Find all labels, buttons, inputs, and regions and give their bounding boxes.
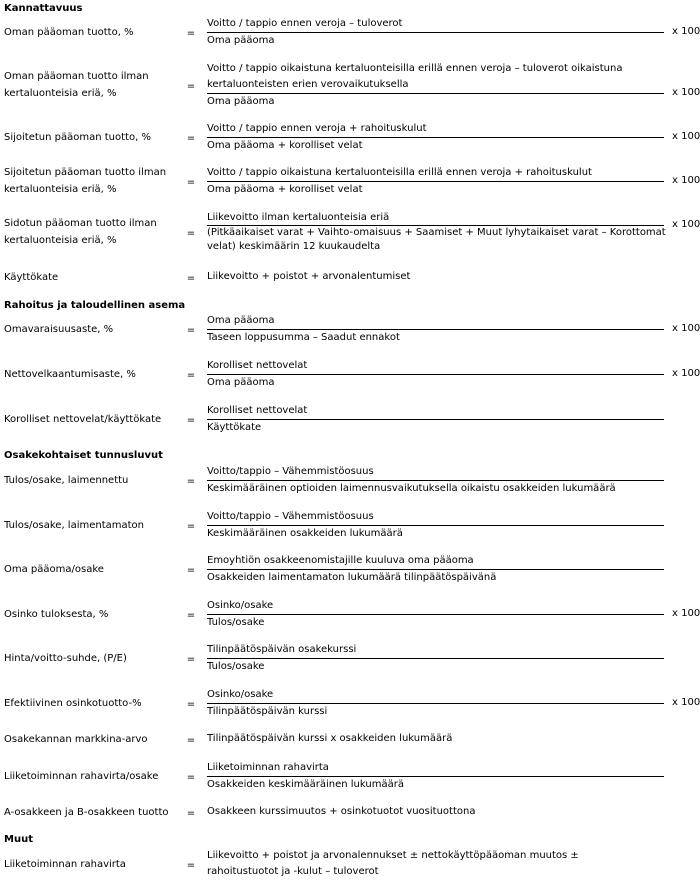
multiplier-text: x 100 [672, 175, 700, 186]
metric-label: Oman pääoman tuotto ilman kertaluonteisia eriä, % [4, 71, 149, 99]
formula-denominator: Tulos/osake [207, 617, 265, 628]
fraction-line [207, 181, 664, 182]
equals-sign: = [186, 772, 196, 783]
formula-numerator: Voitto / tappio ennen veroja – tuloverot [207, 18, 403, 29]
equals-sign: = [186, 415, 196, 426]
formula-numerator: Voitto / tappio oikaistuna kertaluonteisilla erillä ennen veroja – tuloverot oikaistuna kertaluonteisten erien verovaikutuksella [207, 63, 623, 90]
section-title: Kannattavuus [4, 3, 83, 14]
multiplier-text: x 100 [672, 697, 700, 708]
fraction-line [207, 703, 664, 704]
equals-sign: = [186, 699, 196, 710]
multiplier-text: x 100 [672, 608, 700, 619]
formula-text: Liikevoitto + poistot + arvonalentumiset [207, 271, 411, 282]
formula-numerator: Osinko/osake [207, 689, 274, 700]
section-title: Rahoitus ja taloudellinen asema [4, 300, 186, 311]
multiplier-text: x 100 [672, 323, 700, 334]
metric-label: Tulos/osake, laimentamaton [4, 519, 145, 531]
formula-numerator: Emoyhtiön osakkeenomistajille kuuluva oma pääoma [207, 555, 474, 566]
metric-label: A-osakkeen ja B-osakkeen tuotto [4, 806, 169, 818]
equals-sign: = [186, 521, 196, 532]
metric-label: Sijoitetun pääoman tuotto ilman kertaluonteisia eriä, % [4, 167, 167, 195]
metric-label: Osinko tuloksesta, % [4, 608, 109, 620]
equals-sign: = [186, 476, 196, 487]
formula-denominator: Osakkeiden keskimääräinen lukumäärä [207, 779, 404, 790]
fraction-line [207, 374, 664, 375]
formula-denominator: Keskimääräinen osakkeiden lukumäärä [207, 528, 403, 539]
metric-label: Liiketoiminnan rahavirta [4, 858, 126, 870]
metric-label: Tulos/osake, laimennettu [4, 474, 129, 486]
section-title: Muut [4, 834, 33, 845]
formula-numerator: Osinko/osake [207, 600, 274, 611]
fraction-line [207, 93, 664, 94]
equals-sign: = [186, 177, 196, 188]
formula-numerator: Liikevoitto ilman kertaluonteisia eriä [207, 212, 390, 223]
equals-sign: = [186, 808, 196, 819]
section-title: Osakekohtaiset tunnusluvut [4, 450, 163, 461]
formula-denominator: Oma pääoma [207, 35, 275, 46]
formula-numerator: Voitto / tappio ennen veroja + rahoituskulut [207, 123, 427, 134]
formula-text: Liikevoitto + poistot ja arvonalennukset ± nettokäyttöpääoman muutos ± rahoitustuotot ja -kulut – tuloverot [207, 850, 579, 877]
fraction-line [207, 137, 664, 138]
equals-sign: = [186, 28, 196, 39]
formula-numerator: Oma pääoma [207, 315, 275, 326]
equals-sign: = [186, 133, 196, 144]
equals-sign: = [186, 325, 196, 336]
formula-denominator: Oma pääoma [207, 377, 275, 388]
formula-denominator: Oma pääoma + korolliset velat [207, 140, 363, 151]
equals-sign: = [186, 654, 196, 665]
formula-denominator: Tulos/osake [207, 661, 265, 672]
multiplier-text: x 100 [672, 219, 700, 230]
fraction-line [207, 658, 664, 659]
equals-sign: = [186, 228, 196, 239]
fraction-line [207, 225, 664, 226]
formula-denominator: Tilinpäätöspäivän kurssi [207, 706, 328, 717]
formula-numerator: Voitto/tappio – Vähemmistöosuus [207, 511, 374, 522]
formula-denominator: Oma pääoma [207, 96, 275, 107]
fraction-line [207, 480, 664, 481]
metric-label: Oman pääoman tuotto, % [4, 26, 134, 38]
multiplier-text: x 100 [672, 368, 700, 379]
fraction-line [207, 614, 664, 615]
fraction-line [207, 32, 664, 33]
equals-sign: = [186, 860, 196, 871]
formula-denominator: Oma pääoma + korolliset velat [207, 184, 363, 195]
formula-numerator: Voitto / tappio oikaistuna kertaluonteisilla erillä ennen veroja + rahoituskulut [207, 167, 592, 178]
formula-numerator: Korolliset nettovelat [207, 360, 308, 371]
metric-label: Käyttökate [4, 271, 59, 283]
fraction-line [207, 776, 664, 777]
formula-denominator: Käyttökate [207, 422, 262, 433]
equals-sign: = [186, 610, 196, 621]
metric-label: Sijoitetun pääoman tuotto, % [4, 131, 151, 143]
equals-sign: = [186, 81, 196, 92]
formula-numerator: Korolliset nettovelat [207, 405, 308, 416]
formula-numerator: Liiketoiminnan rahavirta [207, 762, 329, 773]
metric-label: Nettovelkaantumisaste, % [4, 368, 136, 380]
metric-label: Efektiivinen osinkotuotto-% [4, 697, 142, 709]
metric-label: Sidotun pääoman tuotto ilman kertaluonteisia eriä, % [4, 218, 157, 246]
metric-label: Oma pääoma/osake [4, 563, 104, 575]
metric-label: Korolliset nettovelat/käyttökate [4, 413, 162, 425]
fraction-line [207, 569, 664, 570]
metric-label: Osakekannan markkina-arvo [4, 733, 148, 745]
equals-sign: = [186, 370, 196, 381]
formula-text: Osakkeen kurssimuutos + osinkotuotot vuosituottona [207, 806, 476, 817]
fraction-line [207, 525, 664, 526]
formula-denominator: Keskimääräinen optioiden laimennusvaikutuksella oikaistu osakkeiden lukumäärä [207, 483, 616, 494]
formula-numerator: Tilinpäätöspäivän osakekurssi [207, 644, 357, 655]
fraction-line [207, 419, 664, 420]
metric-label: Hinta/voitto-suhde, (P/E) [4, 652, 127, 664]
metric-label: Omavaraisuusaste, % [4, 323, 114, 335]
equals-sign: = [186, 565, 196, 576]
formula-text: Tilinpäätöspäivän kurssi x osakkeiden lukumäärä [207, 733, 453, 744]
multiplier-text: x 100 [672, 87, 700, 98]
equals-sign: = [186, 735, 196, 746]
metric-label: Liiketoiminnan rahavirta/osake [4, 770, 159, 782]
formula-denominator: (Pitkäaikaiset varat + Vaihto-omaisuus + Saamiset + Muut lyhytaikaiset varat – Korottomat velat) keskimäärin 12 kuukaudelta [207, 227, 666, 252]
formula-denominator: Taseen loppusumma – Saadut ennakot [207, 332, 400, 343]
multiplier-text: x 100 [672, 131, 700, 142]
fraction-line [207, 329, 664, 330]
equals-sign: = [186, 273, 196, 284]
multiplier-text: x 100 [672, 26, 700, 37]
formula-numerator: Voitto/tappio – Vähemmistöosuus [207, 466, 374, 477]
formula-denominator: Osakkeiden laimentamaton lukumäärä tilinpäätöspäivänä [207, 572, 497, 583]
